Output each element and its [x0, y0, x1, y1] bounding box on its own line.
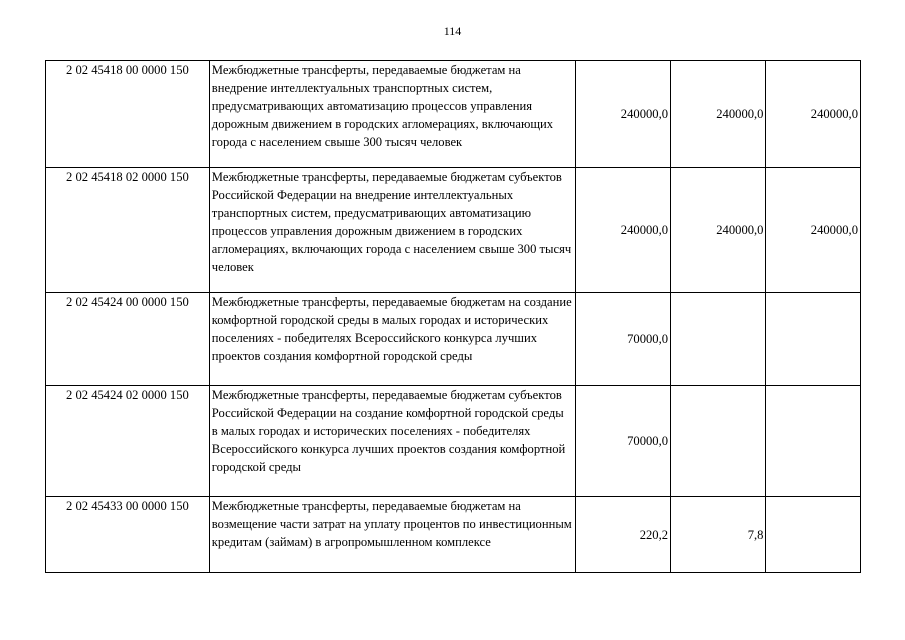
budget-code-cell: 2 02 45418 02 0000 150: [46, 168, 210, 293]
description-cell: Межбюджетные трансферты, передаваемые бюджетам на внедрение интеллектуальных транспортных систем, предусматривающих автоматизацию процессов управления дорожным движением в городских агломерациях, включающих города с населением свыше 300 тысяч человек: [209, 61, 575, 168]
description-cell: Межбюджетные трансферты, передаваемые бюджетам субъектов Российской Федерации на внедрение интеллектуальных транспортных систем, предусматривающих автоматизацию процессов управления дорожным движением в городских агломерациях, включающих города с населением свыше 300 тысяч человек: [209, 168, 575, 293]
amount-cell-2: 240000,0: [671, 168, 766, 293]
table-row: [46, 497, 861, 573]
amount-cell-1: 220,2: [575, 497, 670, 573]
amount-cell-1: 70000,0: [575, 386, 670, 497]
amount-cell-1: 240000,0: [575, 168, 670, 293]
description-cell: Межбюджетные трансферты, передаваемые бюджетам на возмещение части затрат на уплату процентов по инвестиционным кредитам (займам) в агропромышленном комплексе: [209, 497, 575, 573]
table-row: [46, 168, 861, 293]
amount-cell-3: [766, 497, 861, 573]
amount-cell-3: 240000,0: [766, 61, 861, 168]
amount-cell-2: [671, 386, 766, 497]
budget-code-cell: 2 02 45433 00 0000 150: [46, 497, 210, 573]
amount-cell-3: [766, 386, 861, 497]
amount-cell-1: 240000,0: [575, 61, 670, 168]
description-cell: Межбюджетные трансферты, передаваемые бюджетам субъектов Российской Федерации на создание комфортной городской среды в малых городах и исторических поселениях - победителях Всероссийского конкурса лучших проектов создания комфортной городской среды: [209, 386, 575, 497]
budget-code-cell: 2 02 45424 00 0000 150: [46, 293, 210, 386]
amount-cell-1: 70000,0: [575, 293, 670, 386]
amount-cell-3: 240000,0: [766, 168, 861, 293]
table-row: [46, 293, 861, 386]
table-row: [46, 386, 861, 497]
amount-cell-2: 7,8: [671, 497, 766, 573]
description-cell: Межбюджетные трансферты, передаваемые бюджетам на создание комфортной городской среды в малых городах и исторических поселениях - победителях Всероссийского конкурса лучших проектов создания комфортной городской среды: [209, 293, 575, 386]
page-number: 114: [443, 24, 462, 38]
budget-transfers-table: [45, 60, 861, 573]
budget-code-cell: 2 02 45418 00 0000 150: [46, 61, 210, 168]
amount-cell-2: 240000,0: [671, 61, 766, 168]
amount-cell-2: [671, 293, 766, 386]
amount-cell-3: [766, 293, 861, 386]
budget-code-cell: 2 02 45424 02 0000 150: [46, 386, 210, 497]
table-row: [46, 61, 861, 168]
